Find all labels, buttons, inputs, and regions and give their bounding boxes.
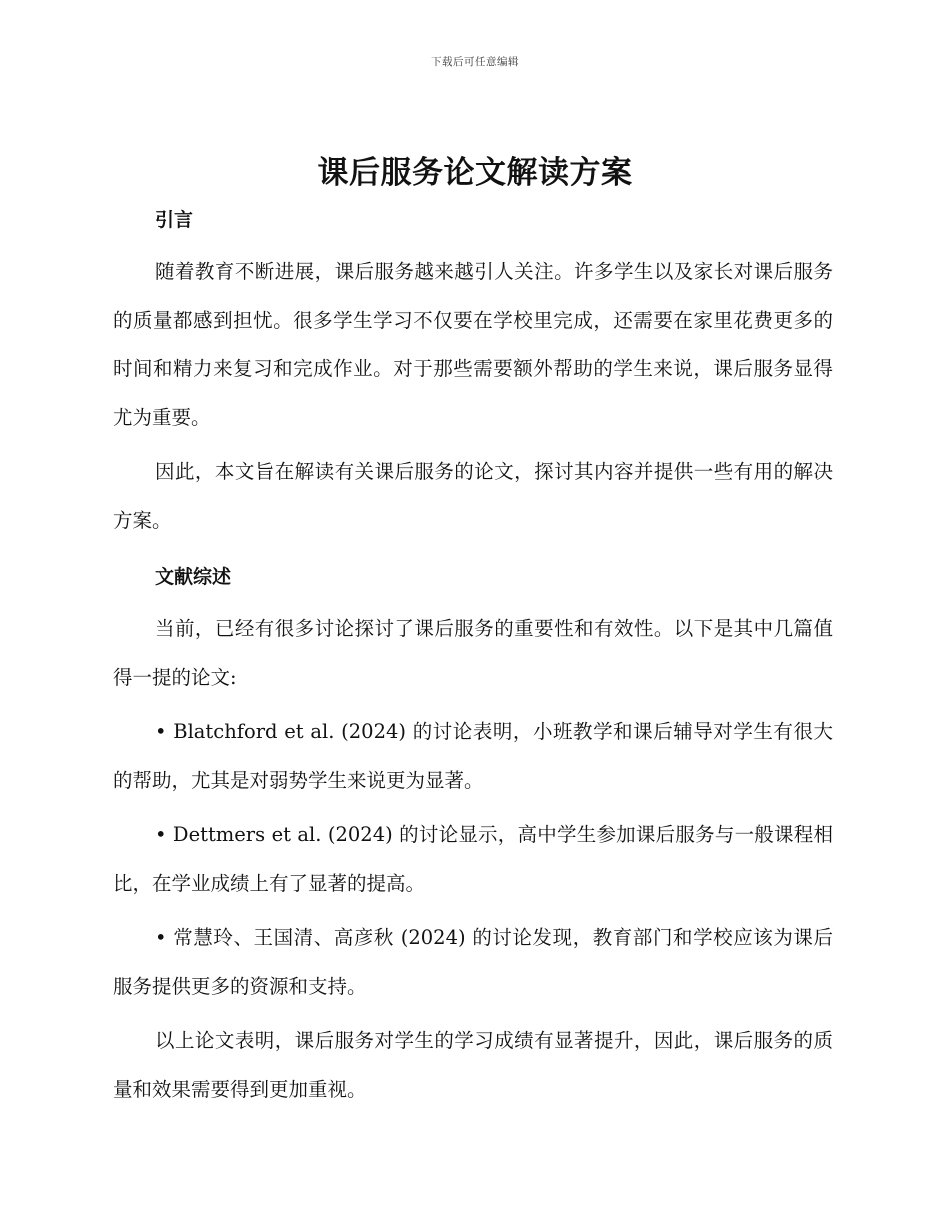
section-heading-intro: 引言 xyxy=(155,209,194,231)
review-intro-paragraph: 当前，已经有很多讨论探讨了课后服务的重要性和有效性。以下是其中几篇值得一提的论文: xyxy=(113,617,833,689)
review-bullet-item: • Dettmers et al. (2024) 的讨论显示，高中学生参加课后服务与一般课程相比，在学业成绩上有了显著的提高。 xyxy=(113,823,833,895)
review-bullet-item: • 常慧玲、王国清、高彦秋 (2024) 的讨论发现，教育部门和学校应该为课后服务提供更多的资源和支持。 xyxy=(113,926,833,998)
intro-paragraph-2: 因此，本文旨在解读有关课后服务的论文，探讨其内容并提供一些有用的解决方案。 xyxy=(113,460,833,532)
intro-paragraph-1: 随着教育不断进展，课后服务越来越引人关注。许多学生以及家长对课后服务的质量都感到担忧。很多学生学习不仅要在学校里完成，还需要在家里花费更多的时间和精力来复习和完成作业。对于那些需要额外帮助的学生来说，课后服务显得尤为重要。 xyxy=(113,260,833,429)
document-body xyxy=(113,198,833,1114)
section-heading-review: 文献综述 xyxy=(155,566,232,588)
review-conclusion-paragraph: 以上论文表明，课后服务对学生的学习成绩有显著提升，因此，课后服务的质量和效果需要得到更加重视。 xyxy=(113,1029,833,1101)
document-title: 课后服务论文解读方案 xyxy=(317,155,633,191)
header-note: 下载后可任意编辑 xyxy=(431,56,519,68)
review-bullet-item: • Blatchford et al. (2024) 的讨论表明，小班教学和课后辅导对学生有很大的帮助，尤其是对弱势学生来说更为显著。 xyxy=(113,720,833,792)
